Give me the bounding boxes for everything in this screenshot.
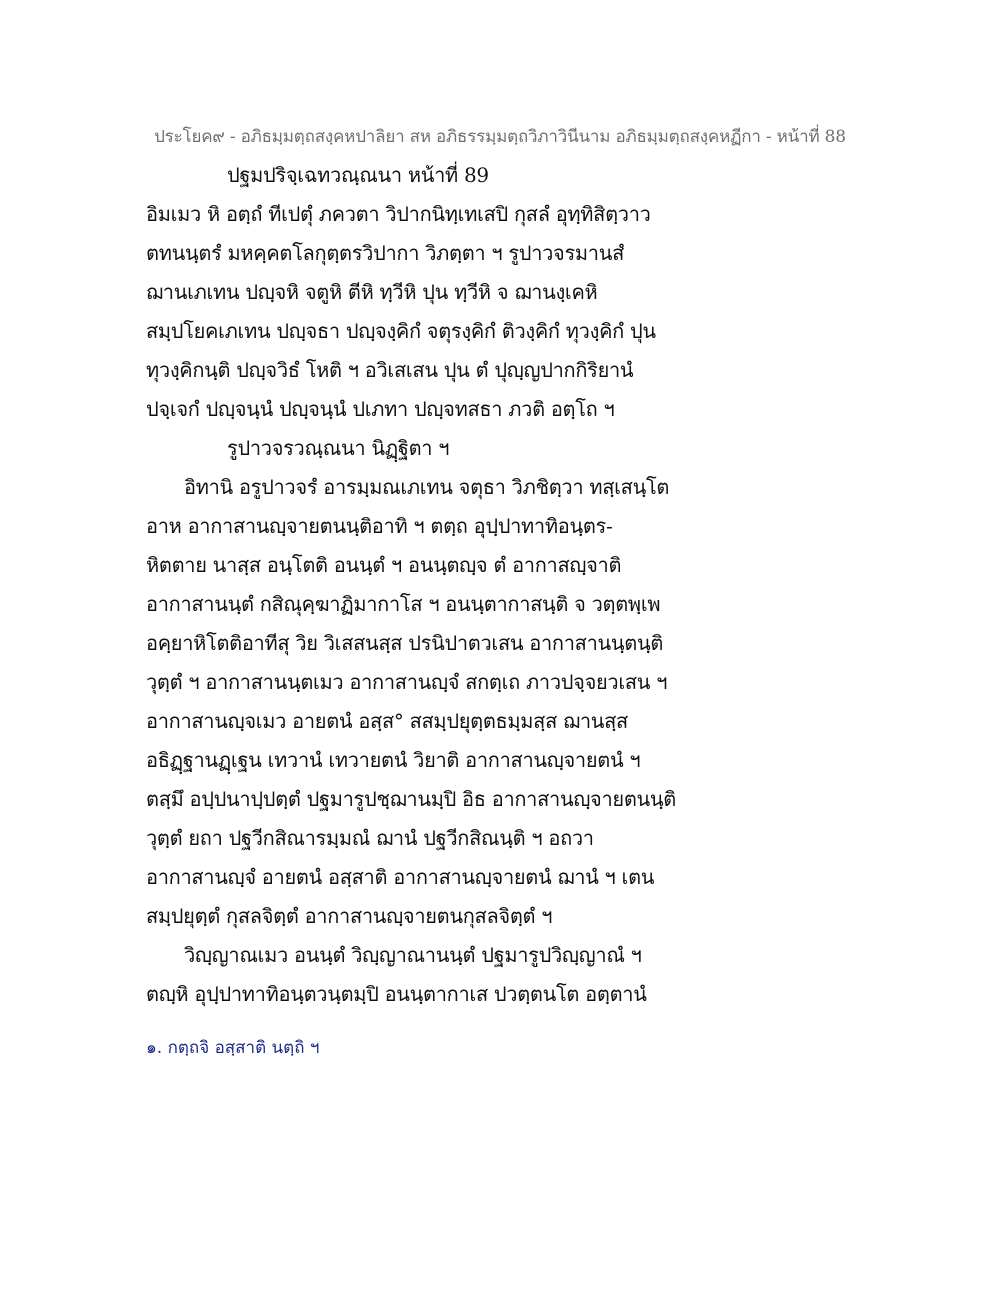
paragraph-start: วิญฺญาณเมว อนนฺตํ วิญฺญาณานนฺตํ ปฐมารูปวิญฺญาณํ ฯ <box>184 943 642 967</box>
text-line: หิตตาย นาสฺส อนฺโตติ อนนฺตํ ฯ อนนฺตญฺจ ตํ อากาสญฺจาติ <box>146 553 622 577</box>
section-heading: ปฐมปริจฺเฉทวณฺณนา หน้าที่ 89 <box>227 163 489 187</box>
text-line: อากาสานญฺจํ อายตนํ อสฺสาติ อากาสานญฺจายตนํ ฌานํ ฯ เตน <box>146 865 655 889</box>
section-closing: รูปาวจรวณฺณนา นิฏฺฐิตา ฯ <box>227 436 450 460</box>
running-header: ประโยค๙ - อภิธมฺมตฺถสงฺคหปาลิยา สห อภิธรรมฺมตฺถวิภาวินีนาม อภิธมฺมตฺถสงฺคหฏีกา - หน้าที่ 88 <box>154 127 846 147</box>
paragraph-start: อิทานิ อรูปาวจรํ อารมฺมณเภเทน จตุธา วิภชิตฺวา ทสฺเสนฺโต <box>184 475 670 499</box>
text-line: ตทนนฺตรํ มหคฺคตโลกุตฺตรวิปากา วิภตฺตา ฯ รูปาวจรมานสํ <box>146 241 625 265</box>
text-line: อากาสานนฺตํ กสิณุคฺฆาฏิมากาโส ฯ อนนฺตากาสนฺติ จ วตฺตพฺเพ <box>146 592 661 616</box>
body-text <box>146 156 706 1014</box>
text-line: ตญฺหิ อุปฺปาทาทิอนฺตวนฺตมฺปิ อนนฺตากาเส ปวตฺตนโต อตฺตานํ <box>146 982 647 1006</box>
text-line: อาห อากาสานญฺจายตนนฺติอาทิ ฯ ตตฺถ อุปฺปาทาทิอนฺตร- <box>146 514 613 538</box>
text-line: ทุวงฺคิกนฺติ ปญฺจวิธํ โหติ ฯ อวิเสเสน ปุน ตํ ปุญฺญปากกิริยานํ <box>146 358 634 382</box>
text-line: วุตฺตํ ยถา ปฐวีกสิณารมฺมณํ ฌานํ ปฐวีกสิณนฺติ ฯ อถวา <box>146 826 594 850</box>
footnote: ๑. กตฺถจิ อสฺสาติ นตฺถิ ฯ <box>146 1038 320 1058</box>
text-line: วุตฺตํ ฯ อากาสานนฺตเมว อากาสานญฺจํ สกตฺเถ ภาวปจฺจยวเสน ฯ <box>146 670 668 694</box>
text-line: ตสฺมึ อปฺปนาปฺปตฺตํ ปฐมารูปชฺฌานมฺปิ อิธ อากาสานญฺจายตนนฺติ <box>146 787 676 811</box>
text-line: อิมเมว หิ อตฺถํ ทีเปตุํ ภควตา วิปากนิทฺเทเสปิ กุสลํ อุทฺทิสิตฺวาว <box>146 202 651 226</box>
text-line: ฌานเภเทน ปญฺจหิ จตูหิ ตีหิ ทฺวีหิ ปุน ทฺวีหิ จ ฌานงฺเคหิ <box>146 280 598 304</box>
text-line: อคฺยาหิโตติอาทีสุ วิย วิเสสนสฺส ปรนิปาตวเสน อากาสานนฺตนฺติ <box>146 631 664 655</box>
text-line: สมฺปโยคเภเทน ปญฺจธา ปญฺจงฺคิกํ จตุรงฺคิกํ ติวงฺคิกํ ทุวงฺคิกํ ปุน <box>146 319 656 343</box>
text-line: สมฺปยุตฺตํ กุสลจิตฺตํ อากาสานญฺจายตนกุสลจิตฺตํ ฯ <box>146 904 553 928</box>
text-line: อธิฏฺฐานฏฺเฐน เทวานํ เทวายตนํ วิยาติ อากาสานญฺจายตนํ ฯ <box>146 748 641 772</box>
text-line: ปจฺเจกํ ปญฺจนฺนํ ปญฺจนฺนํ ปเภทา ปญฺจทสธา ภวติ อตฺโถ ฯ <box>146 397 615 421</box>
text-line: อากาสานญฺจเมว อายตนํ อสฺส° สสมฺปยุตฺตธมฺมสฺส ฌานสฺส <box>146 709 628 733</box>
